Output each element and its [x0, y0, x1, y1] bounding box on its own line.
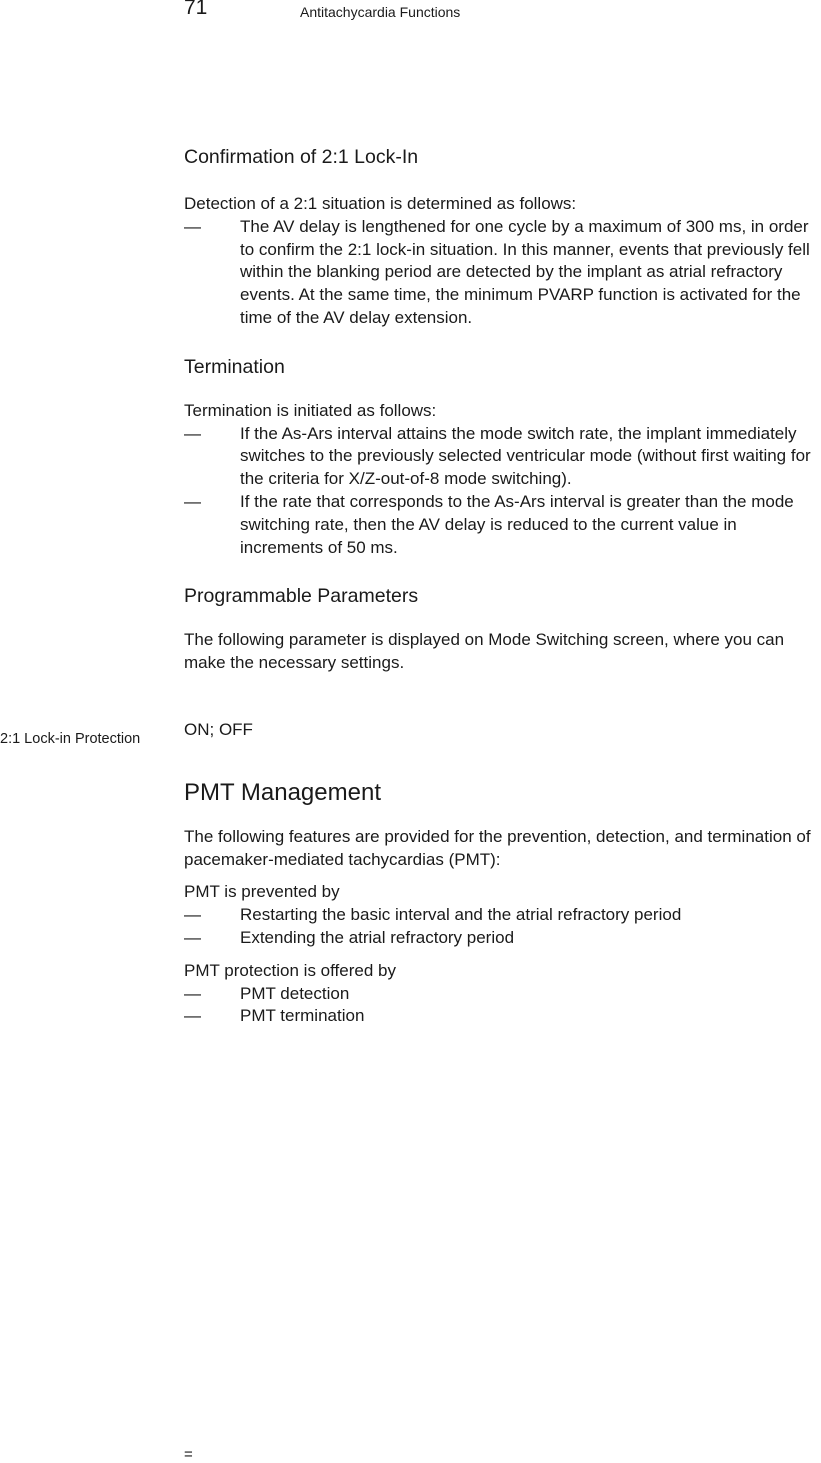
confirmation-list [184, 216, 821, 330]
pmt-prevented-label: PMT is prevented by [184, 882, 340, 902]
confirmation-heading: Confirmation of 2:1 Lock-In [184, 146, 419, 168]
list-item: — Extending the atrial refractory period [184, 927, 821, 950]
list-item: — Restarting the basic interval and the atrial refractory period [184, 904, 821, 927]
page-content [184, 144, 821, 1028]
confirmation-intro: Detection of a 2:1 situation is determined as follows: [184, 194, 577, 213]
dash-marker: — [184, 423, 201, 443]
termination-list [184, 423, 821, 560]
running-header: Antitachycardia Functions [300, 4, 461, 20]
list-item: — If the As-Ars interval attains the mode switch rate, the implant immediately switches to the previously selected ventricular mode (without first waiting for the criteria for X/Z-out-of-8 mode switching). [184, 423, 811, 489]
pmt-prevented-list [184, 904, 821, 950]
termination-heading: Termination [184, 355, 285, 378]
list-item: — PMT detection [184, 983, 821, 1006]
parameter-values: ON; OFF [184, 719, 253, 739]
list-item: — If the rate that corresponds to the As-Ars interval is greater than the mode switching rate, then the AV delay is reduced to the current value in increments of 50 ms. [184, 491, 794, 557]
list-item: — PMT termination [184, 1005, 821, 1028]
footer-mark: = [184, 1446, 193, 1463]
dash-marker: — [184, 983, 201, 1003]
pmt-heading: PMT Management [184, 778, 381, 806]
pmt-protection-list [184, 983, 821, 1029]
dash-marker: — [184, 927, 201, 947]
dash-marker: — [184, 905, 201, 925]
pmt-intro: The following features are provided for the prevention, detection, and termination of pacemaker-mediated tachycardias (PMT): [184, 826, 811, 869]
programmable-intro: The following parameter is displayed on Mode Switching screen, where you can make the necessary settings. [184, 630, 785, 673]
dash-marker: — [184, 216, 201, 236]
programmable-heading: Programmable Parameters [184, 585, 419, 608]
dash-marker: — [184, 491, 201, 511]
pmt-protection-label: PMT protection is offered by [184, 960, 396, 980]
dash-marker: — [184, 1006, 201, 1026]
list-item: — The AV delay is lengthened for one cycle by a maximum of 300 ms, in order to confirm the 2:1 lock-in situation. In this manner, events that previously fell within the blanking period are detected by the implant as atrial refractory events. At the same time, the minimum PVARP function is activated for the time of the AV delay extension. [184, 216, 810, 327]
page-number: 71 [184, 0, 208, 19]
parameter-label: 2:1 Lock-in Protection [0, 731, 141, 747]
termination-intro: Termination is initiated as follows: [184, 400, 437, 420]
